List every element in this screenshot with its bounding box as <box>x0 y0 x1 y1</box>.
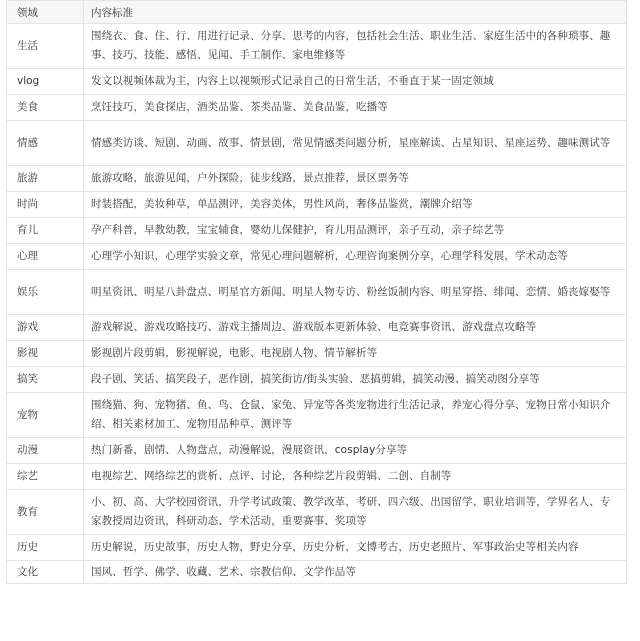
domain-cell: 美食 <box>7 95 84 121</box>
standard-cell: 段子剧、笑话、搞笑段子，恶作剧，搞笑街访/街头实验、恶搞剪辑，搞笑动漫、搞笑动图分享等 <box>84 367 627 393</box>
table-row <box>7 367 627 393</box>
table-row <box>7 166 627 192</box>
domain-cell: 历史 <box>7 535 84 561</box>
domain-cell: 心理 <box>7 244 84 270</box>
domain-cell: 育儿 <box>7 218 84 244</box>
table-row <box>7 438 627 464</box>
table-row <box>7 315 627 341</box>
table-row <box>7 561 627 584</box>
header-domain: 领域 <box>7 1 84 24</box>
standard-cell: 热门新番，剧情、人物盘点，动漫解说，漫展资讯，cosplay分享等 <box>84 438 627 464</box>
standard-cell: 心理学小知识，心理学实验文章，常见心理问题解析，心理咨询案例分享，心理学科发展，学术动态等 <box>84 244 627 270</box>
table-row <box>7 69 627 95</box>
domain-cell: 影视 <box>7 341 84 367</box>
domain-cell: 综艺 <box>7 464 84 490</box>
standard-cell: 影视剧片段剪辑，影视解说，电影、电视剧人物、情节解析等 <box>84 341 627 367</box>
standard-cell: 历史解说，历史故事，历史人物，野史分享，历史分析，文博考古，历史老照片、军事政治史等相关内容 <box>84 535 627 561</box>
domain-cell: 搞笑 <box>7 367 84 393</box>
table-row <box>7 393 627 438</box>
table-row <box>7 244 627 270</box>
standard-cell: 电视综艺、网络综艺的赏析、点评、讨论，各种综艺片段剪辑、二创、自制等 <box>84 464 627 490</box>
standard-cell: 国风、哲学、佛学、收藏、艺术、宗教信仰、文学作品等 <box>84 561 627 584</box>
domain-cell: vlog <box>7 69 84 95</box>
table-row <box>7 490 627 535</box>
table-row <box>7 24 627 69</box>
standard-cell: 小、初、高、大学校园资讯，升学考试政策、教学改革，考研、四六级、出国留学、职业培训等，学界名人、专家教授周边资讯，科研动态、学术活动，重要赛事、奖项等 <box>84 490 627 535</box>
domain-cell: 宠物 <box>7 393 84 438</box>
domain-cell: 时尚 <box>7 192 84 218</box>
domain-cell: 旅游 <box>7 166 84 192</box>
standard-cell: 游戏解说、游戏攻略技巧、游戏主播周边、游戏版本更新体验、电竞赛事资讯、游戏盘点攻略等 <box>84 315 627 341</box>
content-standards-table <box>6 0 627 584</box>
table-header-row <box>7 1 627 24</box>
table-row <box>7 341 627 367</box>
table-row <box>7 535 627 561</box>
standard-cell: 围绕衣、食、住、行、用进行记录、分享、思考的内容，包括社会生活、职业生活、家庭生活中的各种琐事、趣事、技巧、技能、感悟、见闻、手工制作、家电维修等 <box>84 24 627 69</box>
table-row <box>7 95 627 121</box>
domain-cell: 生活 <box>7 24 84 69</box>
domain-cell: 娱乐 <box>7 270 84 315</box>
domain-cell: 游戏 <box>7 315 84 341</box>
table-row <box>7 464 627 490</box>
domain-cell: 教育 <box>7 490 84 535</box>
table-row <box>7 218 627 244</box>
table-row <box>7 121 627 166</box>
header-standard: 内容标准 <box>84 1 627 24</box>
table-row <box>7 192 627 218</box>
standard-cell: 烹饪技巧，美食探店，酒类品鉴、茶类品鉴、美食品鉴，吃播等 <box>84 95 627 121</box>
domain-cell: 情感 <box>7 121 84 166</box>
table-row <box>7 270 627 315</box>
domain-cell: 动漫 <box>7 438 84 464</box>
standard-cell: 发文以视频体裁为主，内容上以视频形式记录自己的日常生活，不垂直于某一固定领域 <box>84 69 627 95</box>
standard-cell: 明星资讯、明星八卦盘点、明星官方新闻、明星人物专访、粉丝饭制内容、明星穿搭、绯闻、恋情、婚丧嫁娶等 <box>84 270 627 315</box>
domain-cell: 文化 <box>7 561 84 584</box>
standard-cell: 情感类访谈、短剧、动画、故事、情景剧，常见情感类问题分析，星座解读、占星知识、星座运势、趣味测试等 <box>84 121 627 166</box>
standard-cell: 围绕猫、狗、宠物猪、鱼、鸟、仓鼠、家兔、异宠等各类宠物进行生活记录，养宠心得分享、宠物日常小知识介绍、相关素材加工、宠物用品种草、测评等 <box>84 393 627 438</box>
standard-cell: 旅游攻略，旅游见闻，户外探险，徒步线路，景点推荐，景区票务等 <box>84 166 627 192</box>
standard-cell: 孕产科普，早教幼教，宝宝辅食，婴幼儿保健护，育儿用品测评，亲子互动，亲子综艺等 <box>84 218 627 244</box>
standard-cell: 时装搭配，美妆种草，单品测评，美容美体，男性风尚，奢侈品鉴赏，潮牌介绍等 <box>84 192 627 218</box>
